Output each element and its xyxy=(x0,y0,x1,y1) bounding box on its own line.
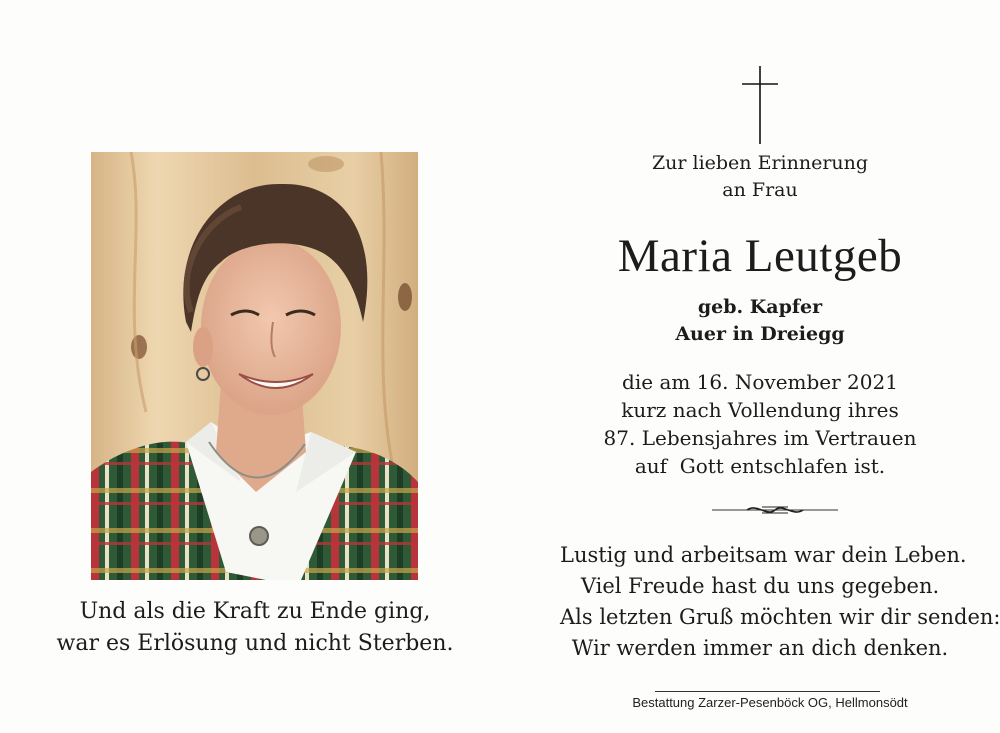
maiden-name: geb. Kapfer xyxy=(697,296,823,318)
cross-icon xyxy=(740,66,780,144)
deceased-name: Maria Leutgeb xyxy=(617,230,903,282)
maiden-and-house-name xyxy=(560,294,960,348)
left-verse-line-1: Und als die Kraft zu Ende ging, xyxy=(79,599,431,624)
poem-line-4: Wir werden immer an dich denken. xyxy=(571,636,949,660)
undertaker-rule xyxy=(655,691,880,692)
poem-line-3: Als letzten Gruß möchten wir dir senden: xyxy=(560,605,1000,629)
house-name: Auer in Dreiegg xyxy=(675,323,845,345)
left-verse-line-2: war es Erlösung und nicht Sterben. xyxy=(56,631,454,656)
intro-line-1: Zur lieben Erinnerung xyxy=(651,152,869,174)
left-verse xyxy=(40,596,470,660)
undertaker-credit: Bestattung Zarzer-Pesenböck OG, Hellmonsödt xyxy=(632,695,908,710)
death-line-4: auf Gott entschlafen ist. xyxy=(634,454,886,478)
portrait-photo xyxy=(91,152,418,580)
death-line-1: die am 16. November 2021 xyxy=(622,370,898,394)
poem xyxy=(560,540,1000,664)
intro-line-2: an Frau xyxy=(722,179,798,201)
poem-line-1: Lustig und arbeitsam war dein Leben. xyxy=(560,543,967,567)
intro-text xyxy=(560,150,960,204)
poem-line-2: Viel Freude hast du uns gegeben. xyxy=(580,574,940,598)
death-notice xyxy=(560,368,960,480)
death-line-2: kurz nach Vollendung ihres xyxy=(621,398,899,422)
ornament-divider-icon xyxy=(712,503,838,517)
death-line-3: 87. Lebensjahres im Vertrauen xyxy=(603,426,917,450)
